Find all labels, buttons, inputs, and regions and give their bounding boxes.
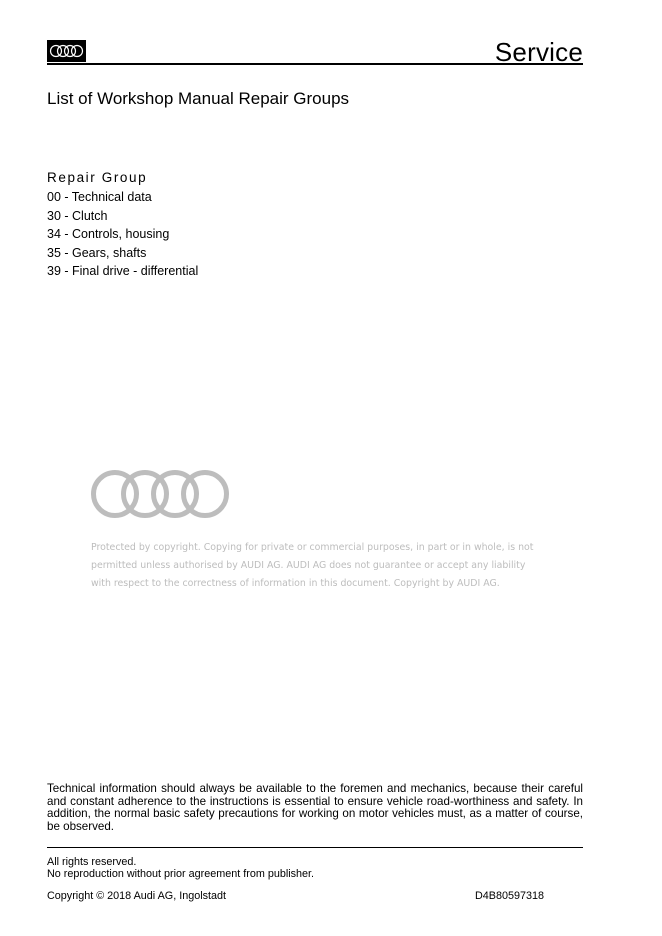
copyright-watermark xyxy=(91,539,551,593)
list-item: 34 - Controls, housing xyxy=(47,227,170,242)
service-title: Service xyxy=(494,37,583,67)
technical-information-notice: Technical information should always be available to the foremen and mechanics, because their careful and constant adherence to the instructions is essential to ensure vehicle road-worthiness and safety. In addition, the normal basic safety precautions for working on motor vehicles must, as a matter of course, be observed. xyxy=(47,782,583,833)
page-title: List of Workshop Manual Repair Groups xyxy=(47,89,350,108)
audi-rings-icon xyxy=(49,43,84,59)
reproduction-line: No reproduction without prior agreement from publisher. xyxy=(47,868,315,880)
copyright-line: Copyright © 2018 Audi AG, Ingolstadt xyxy=(47,890,227,902)
watermark-line: with respect to the correctness of information in this document. Copyright by AUDI AG. xyxy=(91,578,500,589)
repair-group-list xyxy=(47,188,198,281)
rights-notice xyxy=(47,856,314,880)
list-item: 00 - Technical data xyxy=(47,190,152,204)
header-logo xyxy=(47,40,86,62)
repair-group-heading: Repair Group xyxy=(47,170,148,185)
rights-line: All rights reserved. xyxy=(47,856,137,868)
list-item: 30 - Clutch xyxy=(47,208,108,223)
watermark-line: permitted unless authorised by AUDI AG. AUDI AG does not guarantee or accept any liability xyxy=(91,560,526,571)
audi-rings-icon xyxy=(90,470,232,522)
list-item: 39 - Final drive - differential xyxy=(47,264,199,279)
list-item: 35 - Gears, shafts xyxy=(47,245,147,260)
document-number: D4B80597318 xyxy=(475,890,545,902)
footer-divider xyxy=(47,847,583,848)
watermark-line: Protected by copyright. Copying for private or commercial purposes, in part or in whole, is not xyxy=(91,542,534,553)
